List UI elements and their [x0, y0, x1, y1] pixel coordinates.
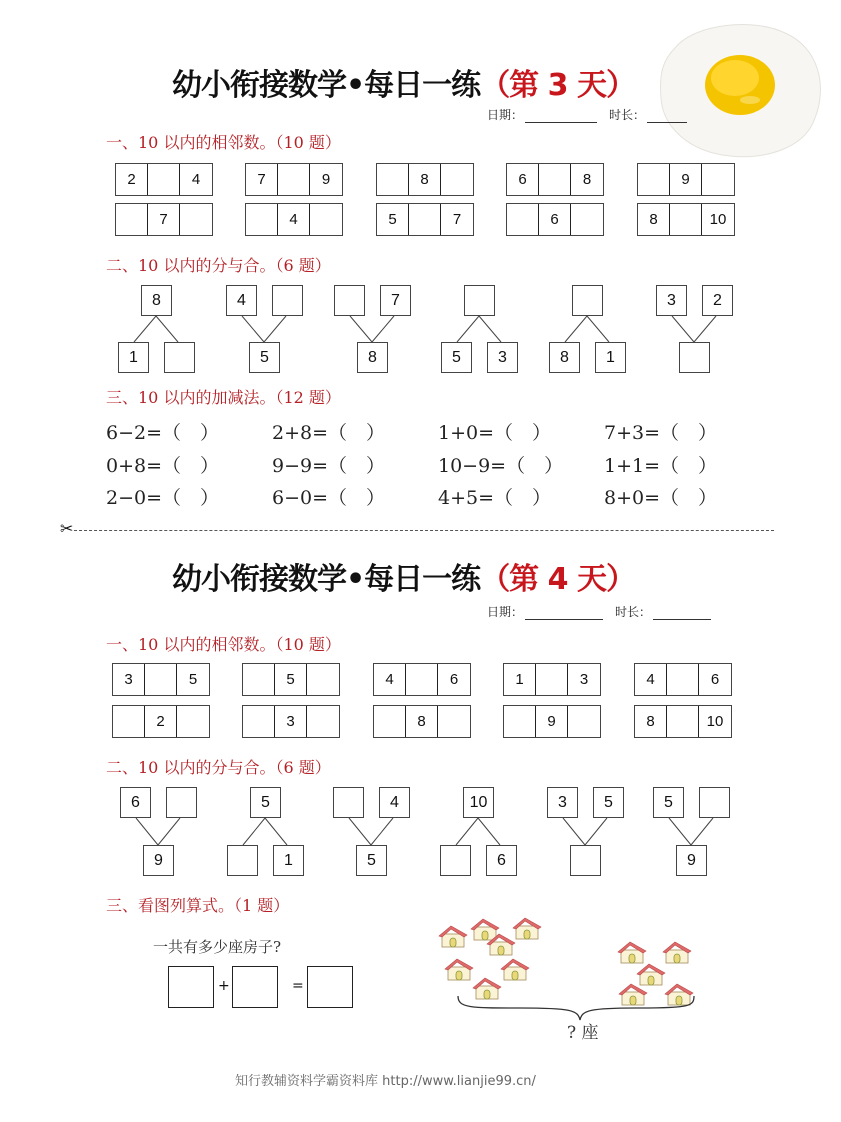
given-number-cell: 5	[275, 664, 307, 695]
given-number-box: 7	[380, 285, 411, 316]
given-number-box: 1	[595, 342, 626, 373]
sheet1-section3-title: 三、10 以内的加减法。（12 题）	[106, 388, 341, 407]
equals-sign: =	[292, 978, 304, 994]
sheet1-duration-label: 时长：	[609, 108, 646, 122]
given-number-box: 5	[250, 787, 281, 818]
given-number-box: 4	[379, 787, 410, 818]
footer-watermark: 知行教辅资料学霸资料库 http://www.lianjie99.cn/	[235, 1074, 536, 1089]
arithmetic-problem[interactable]: 10−9=（ ）	[438, 455, 564, 477]
given-number-box: 8	[549, 342, 580, 373]
arithmetic-problem[interactable]: 4+5=（ ）	[438, 487, 552, 509]
given-number-box: 10	[463, 787, 494, 818]
given-number-cell: 4	[374, 664, 406, 695]
given-number-cell: 3	[113, 664, 145, 695]
sheet2-section3-title: 三、看图列算式。（1 题）	[106, 896, 290, 915]
given-number-cell: 10	[706, 713, 724, 730]
arithmetic-problem[interactable]: 9−9=（ ）	[272, 455, 386, 477]
given-number-cell: 5	[377, 204, 409, 235]
given-number-box: 5	[356, 845, 387, 876]
arithmetic-problem[interactable]: 1+1=（ ）	[604, 455, 718, 477]
sheet2-title-main: 幼小衔接数学•每日一练	[172, 562, 481, 597]
sheet1-title-day: （第 3 天）	[480, 68, 635, 103]
given-number-cell: 10	[709, 211, 727, 228]
sheet1-section2-title: 二、10 以内的分与合。（6 题）	[106, 256, 331, 275]
sheet1-date-label: 日期：	[487, 108, 524, 122]
given-number-box: 9	[676, 845, 707, 876]
sheet2-title-day: （第 4 天）	[480, 562, 635, 597]
given-number-cell: 8	[638, 204, 670, 235]
given-number-cell: 8	[406, 706, 438, 737]
sheet2-duration-label: 时长：	[615, 605, 652, 619]
sheet2-section2-title: 二、10 以内的分与合。（6 题）	[106, 758, 331, 777]
given-number-box: 9	[143, 845, 174, 876]
arithmetic-problem[interactable]: 8+0=（ ）	[604, 487, 718, 509]
given-number-cell: 4	[278, 204, 310, 235]
given-number-box: 5	[249, 342, 280, 373]
given-number-box: 2	[702, 285, 733, 316]
given-number-cell: 4	[191, 171, 201, 188]
given-number-cell: 7	[246, 164, 278, 195]
given-number-box: 6	[120, 787, 151, 818]
given-number-cell: 8	[409, 164, 441, 195]
sheet1-title-main: 幼小衔接数学•每日一练	[172, 68, 481, 103]
brace-label: ? 座	[567, 1023, 599, 1043]
sheet2-section1-title: 一、10 以内的相邻数。（10 题）	[106, 635, 341, 654]
given-number-cell: 6	[449, 671, 459, 688]
arithmetic-problem[interactable]: 2−0=（ ）	[106, 487, 220, 509]
given-number-cell: 8	[635, 706, 667, 737]
given-number-cell: 8	[582, 171, 592, 188]
sheet1-section1-title: 一、10 以内的相邻数。（10 题）	[106, 133, 341, 152]
given-number-box: 1	[118, 342, 149, 373]
plus-sign: +	[218, 978, 230, 994]
picture-question: 一共有多少座房子?	[153, 938, 282, 956]
given-number-box: 3	[547, 787, 578, 818]
given-number-cell: 4	[635, 664, 667, 695]
given-number-cell: 2	[116, 164, 148, 195]
given-number-cell: 6	[507, 164, 539, 195]
given-number-cell: 9	[536, 706, 568, 737]
given-number-cell: 7	[148, 204, 180, 235]
given-number-cell: 3	[579, 671, 589, 688]
arithmetic-problem[interactable]: 6−0=（ ）	[272, 487, 386, 509]
given-number-cell: 1	[504, 664, 536, 695]
given-number-cell: 9	[670, 164, 702, 195]
arithmetic-problem[interactable]: 0+8=（ ）	[106, 455, 220, 477]
given-number-box: 1	[273, 845, 304, 876]
given-number-box: 8	[141, 285, 172, 316]
given-number-cell: 2	[145, 706, 177, 737]
sheet2-date-label: 日期：	[487, 605, 524, 619]
arithmetic-problem[interactable]: 6−2=（ ）	[106, 422, 220, 444]
given-number-cell: 7	[452, 211, 462, 228]
given-number-box: 4	[226, 285, 257, 316]
given-number-box: 3	[487, 342, 518, 373]
given-number-cell: 9	[321, 171, 331, 188]
given-number-box: 8	[357, 342, 388, 373]
arithmetic-problem[interactable]: 1+0=（ ）	[438, 422, 552, 444]
given-number-box: 5	[653, 787, 684, 818]
given-number-box: 5	[441, 342, 472, 373]
given-number-cell: 6	[539, 204, 571, 235]
arithmetic-problem[interactable]: 7+3=（ ）	[604, 422, 718, 444]
arithmetic-problem[interactable]: 2+8=（ ）	[272, 422, 386, 444]
given-number-cell: 5	[188, 671, 198, 688]
given-number-box: 6	[486, 845, 517, 876]
given-number-box: 5	[593, 787, 624, 818]
given-number-box: 3	[656, 285, 687, 316]
given-number-cell: 3	[275, 706, 307, 737]
given-number-cell: 6	[710, 671, 720, 688]
scissors-icon: ✂	[60, 519, 74, 538]
